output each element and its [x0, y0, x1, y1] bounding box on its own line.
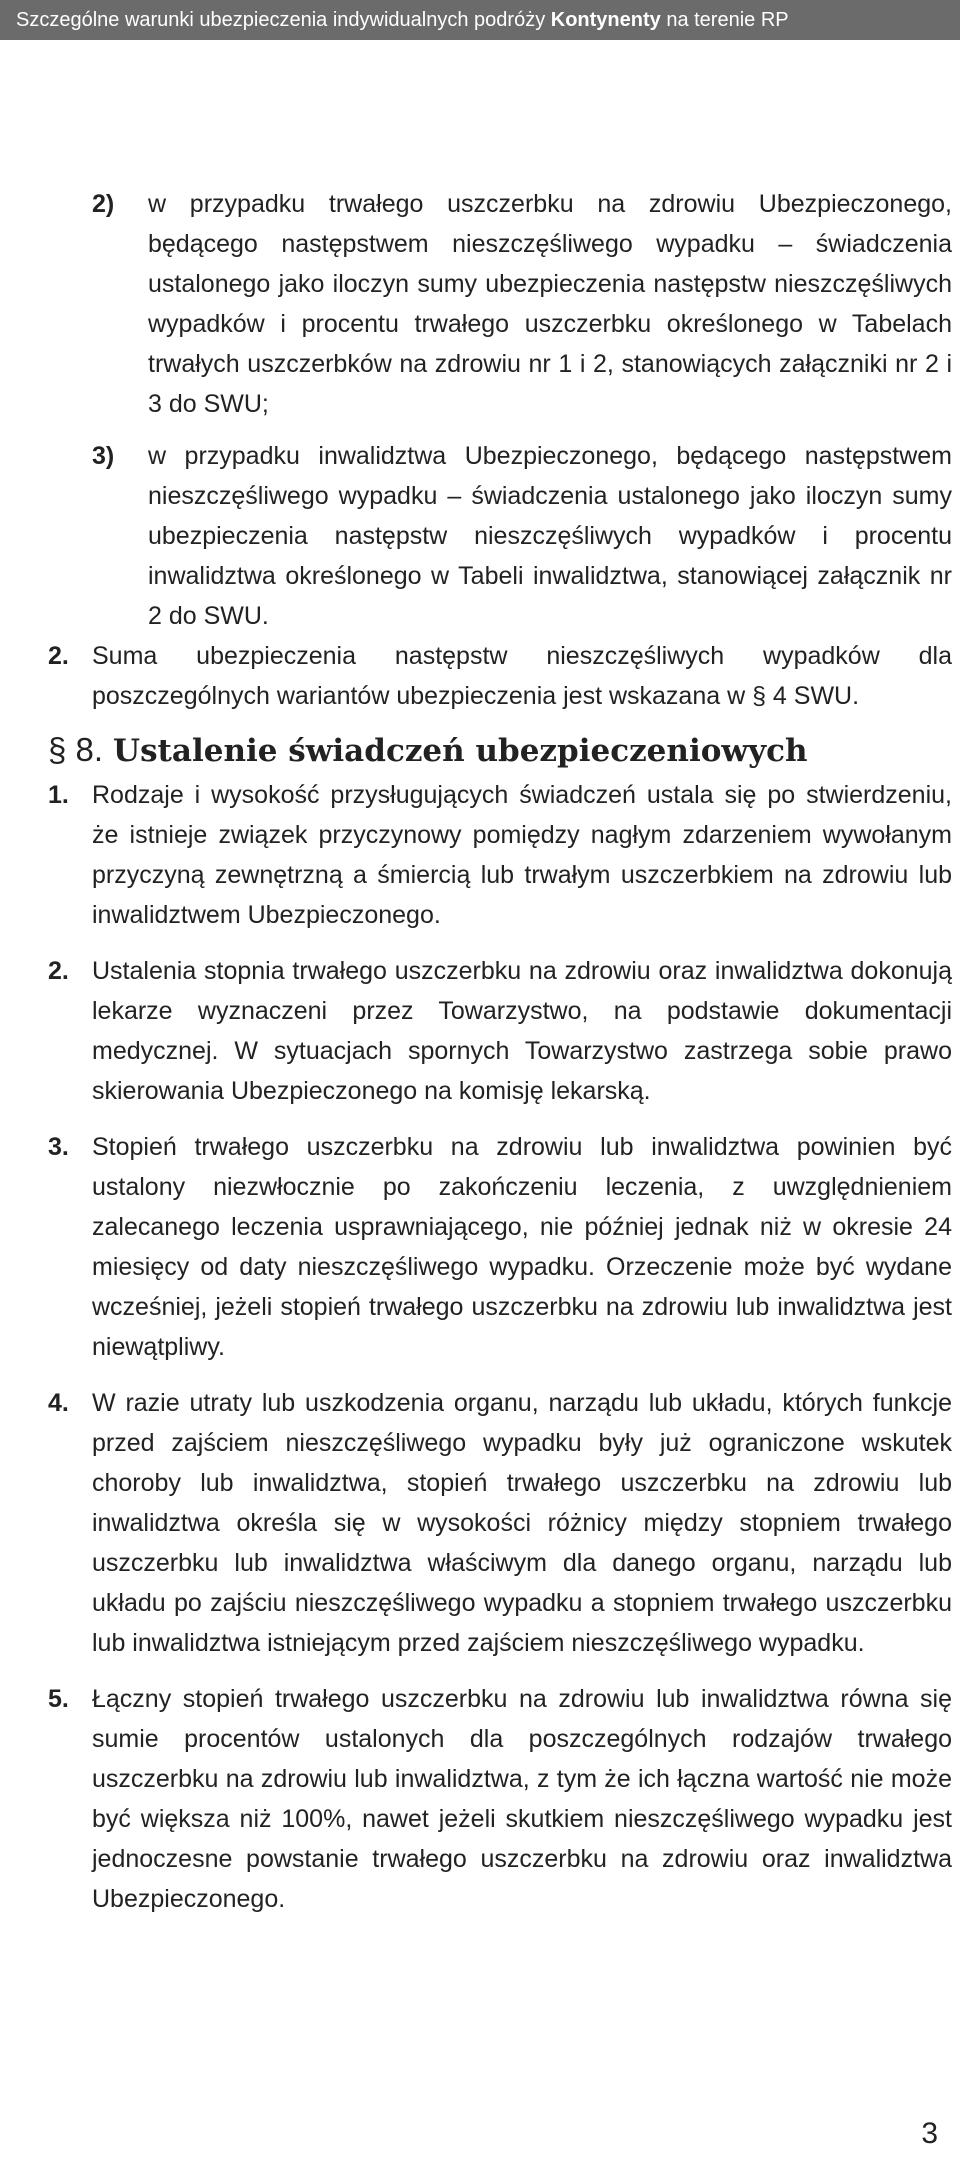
list-item-number: 2) [92, 190, 115, 218]
paragraph [48, 1127, 952, 1367]
paragraph-number: 1. [48, 781, 69, 809]
paragraph [48, 1383, 952, 1663]
running-header [0, 0, 960, 40]
paragraph [48, 1679, 952, 1919]
header-suffix: na terenie RP [660, 9, 789, 31]
paragraph-text: Rodzaje i wysokość przysługujących świadczeń ustala się po stwierdzeniu, że istnieje związek przyczynowy pomiędzy nagłym zdarzeniem wywołanym przyczyną zewnętrzną a śmiercią lub trwałym uszczerbkiem na zdrowiu lub inwalidztwem Ubezpieczonego. [92, 781, 952, 929]
paragraph-text: Łączny stopień trwałego uszczerbku na zdrowiu lub inwalidztwa równa się sumie procentów ustalonych dla poszczególnych rodzajów trwałego uszczerbku na zdrowiu lub inwalidztwa, z tym że ich łączna wartość nie może być większa niż 100%, nawet jeżeli skutkiem nieszczęśliwego wypadku jest jednoczesne powstanie trwałego uszczerbku na zdrowiu oraz inwalidztwa Ubezpieczonego. [92, 1685, 952, 1913]
paragraph-text: Ustalenia stopnia trwałego uszczerbku na zdrowiu oraz inwalidztwa dokonują lekarze wyznaczeni przez Towarzystwo, na podstawie dokumentacji medycznej. W sytuacjach spornych Towarzystwo zastrzega sobie prawo skierowania Ubezpieczonego na komisję lekarską. [92, 957, 952, 1105]
document-body [48, 184, 952, 1919]
list-item [92, 436, 952, 636]
paragraph-text: W razie utraty lub uszkodzenia organu, narządu lub układu, których funkcje przed zajściem nieszczęśliwego wypadku były już ograniczone wskutek choroby lub inwalidztwa, stopień trwałego uszczerbku na zdrowiu lub inwalidztwa określa się w wysokości różnicy między stopniem trwałego uszczerbku lub inwalidztwa właściwym dla danego organu, narządu lub układu po zajściu nieszczęśliwego wypadku a stopniem trwałego uszczerbku lub inwalidztwa istniejącym przed zajściem nieszczęśliwego wypadku. [92, 1389, 952, 1657]
list-item-number: 3) [92, 442, 115, 470]
page-number: 3 [921, 2117, 938, 2150]
header-brand: Kontynenty [550, 9, 661, 31]
section-heading [48, 730, 952, 771]
header-prefix: Szczególne warunki ubezpieczenia indywidualnych podróży [16, 9, 551, 31]
paragraph-text: Suma ubezpieczenia następstw nieszczęśliwych wypadków dla poszczególnych wariantów ubezpieczenia jest wskazana w § 4 SWU. [92, 642, 952, 710]
paragraph-number: 4. [48, 1389, 69, 1417]
section-sign: § 8. [48, 731, 104, 768]
paragraph-number: 2. [48, 957, 69, 985]
paragraph-number: 2. [48, 642, 69, 670]
paragraph-number: 3. [48, 1133, 69, 1161]
section-title: Ustalenie świadczeń ubezpieczeniowych [113, 733, 808, 769]
paragraph [48, 636, 952, 716]
list-item-text: w przypadku inwalidztwa Ubezpieczonego, będącego następstwem nieszczęśliwego wypadku – świadczenia ustalonego jako iloczyn sumy ubezpieczenia następstw nieszczęśliwych wypadków i procentu inwalidztwa określonego w Tabeli inwalidztwa, stanowiącej załącznik nr 2 do SWU. [148, 442, 952, 630]
paragraph [48, 951, 952, 1111]
paragraph-number: 5. [48, 1685, 69, 1713]
paragraph-text: Stopień trwałego uszczerbku na zdrowiu lub inwalidztwa powinien być ustalony niezwłocznie po zakończeniu leczenia, z uwzględnieniem zalecanego leczenia usprawniającego, nie później jednak niż w okresie 24 miesięcy od daty nieszczęśliwego wypadku. Orzeczenie może być wydane wcześniej, jeżeli stopień trwałego uszczerbku na zdrowiu lub inwalidztwa jest niewątpliwy. [92, 1133, 952, 1361]
list-item [92, 184, 952, 424]
paragraph [48, 775, 952, 935]
list-item-text: w przypadku trwałego uszczerbku na zdrowiu Ubezpieczonego, będącego następstwem nieszczęśliwego wypadku – świadczenia ustalonego jako iloczyn sumy ubezpieczenia następstw nieszczęśliwych wypadków i procentu trwałego uszczerbku określonego w Tabelach trwałych uszczerbków na zdrowiu nr 1 i 2, stanowiących załączniki nr 2 i 3 do SWU; [148, 190, 952, 418]
